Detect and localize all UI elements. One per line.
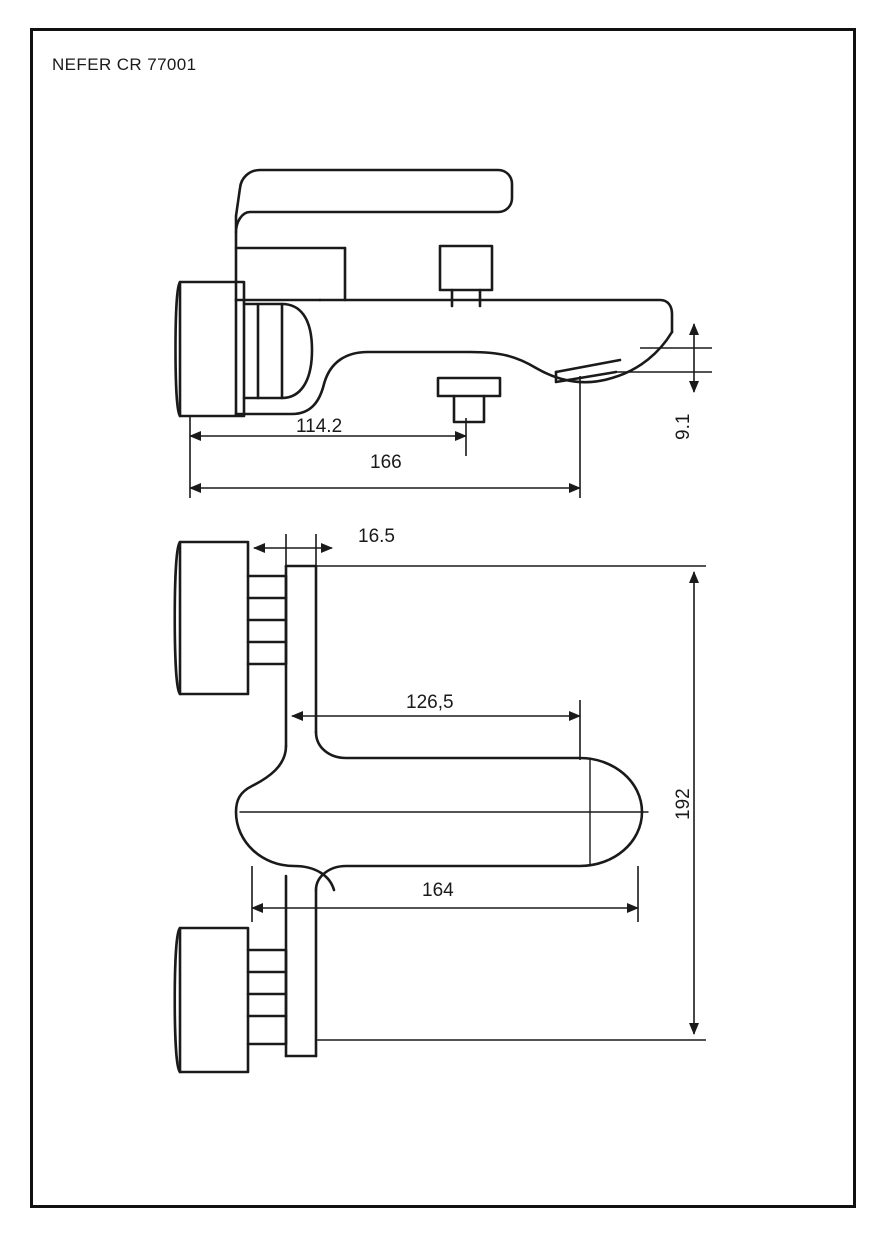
dimension-value-166: 166 (370, 452, 402, 473)
side-elevation-geometry (176, 170, 673, 422)
dimension-value-164: 164 (422, 880, 454, 901)
dimension-value-9-1: 9.1 (673, 413, 694, 440)
product-title: NEFER CR 77001 (52, 55, 197, 74)
dimension-value-114-2: 114.2 (296, 416, 343, 437)
dimension-value-16-5: 16.5 (358, 526, 395, 547)
side-elevation-dimension-lines (190, 324, 712, 498)
front-elevation-geometry (175, 542, 648, 1072)
dimension-value-126-5: 126,5 (406, 692, 454, 713)
dimension-value-192: 192 (673, 788, 694, 820)
front-elevation-dimension-lines (252, 534, 706, 1040)
